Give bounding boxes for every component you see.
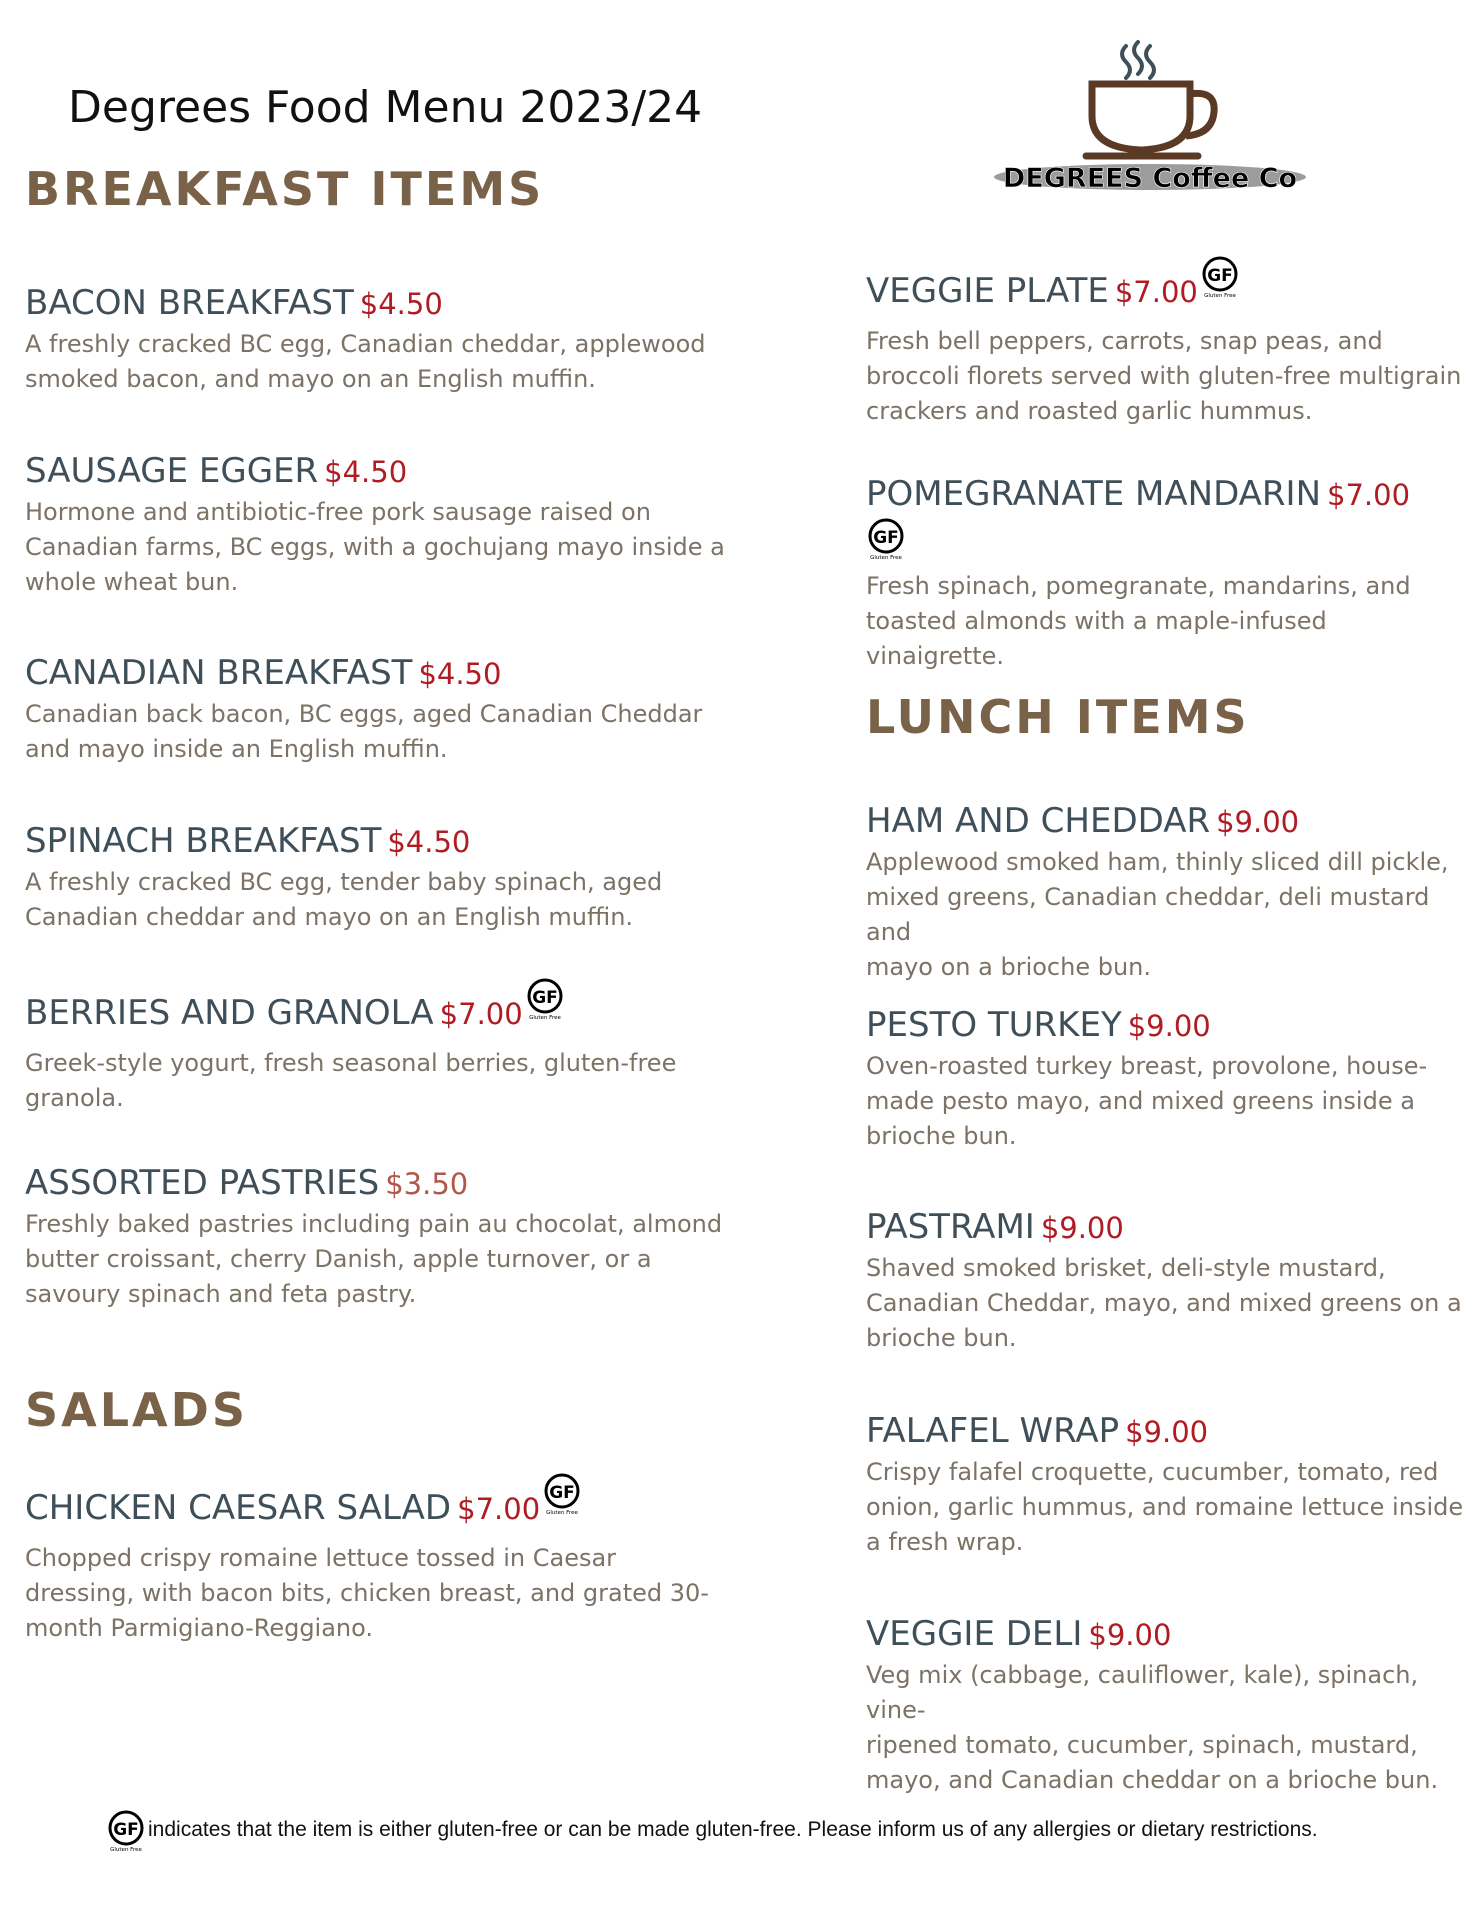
menu-item-description — [866, 1049, 1427, 1154]
menu-item-name: HAM AND CHEDDAR — [866, 801, 1211, 841]
description-line: whole wheat bun. — [25, 568, 239, 596]
menu-item-description — [25, 1541, 709, 1646]
description-line: onion, garlic hummus, and romaine lettuce inside — [866, 1493, 1464, 1521]
menu-item-name: BACON BREAKFAST — [25, 283, 354, 323]
footnote-text: indicates that the item is either gluten-free or can be made gluten-free. Please inform us of any allergies or dietary restrictions. — [148, 1818, 1318, 1841]
description-line: savoury spinach and feta pastry. — [25, 1280, 417, 1308]
menu-item — [25, 1483, 709, 1646]
description-line: Fresh bell peppers, carrots, snap peas, and — [866, 327, 1383, 355]
menu-item-price: $4.50 — [324, 455, 408, 489]
description-line: Canadian cheddar and mayo on an English muffin. — [25, 903, 634, 931]
menu-item — [25, 652, 702, 767]
page-title: Degrees Food Menu 2023/24 — [68, 82, 703, 133]
menu-item-description — [866, 1658, 1466, 1798]
menu-item-description — [866, 569, 1466, 674]
menu-item-name: POMEGRANATE MANDARIN — [866, 474, 1321, 514]
description-line: Fresh spinach, pomegranate, mandarins, and — [866, 572, 1411, 600]
description-line: Shaved smoked brisket, deli-style mustard, — [866, 1254, 1386, 1282]
coffee-cup-icon — [1086, 42, 1214, 156]
description-line: mayo on a brioche bun. — [866, 953, 1151, 981]
description-line: Freshly baked pastries including pain au chocolat, almond — [25, 1210, 723, 1238]
menu-item-heading — [25, 988, 676, 1044]
svg-text:GF: GF — [549, 1483, 575, 1503]
description-line: broccoli florets served with gluten-free multigrain — [866, 362, 1462, 390]
menu-item-heading — [25, 820, 662, 863]
menu-item — [25, 1162, 722, 1312]
gf-icon — [542, 1473, 582, 1525]
menu-item-heading — [866, 800, 1466, 843]
description-line: Veg mix (cabbage, cauliflower, kale), spinach, vine- — [866, 1661, 1419, 1724]
menu-item-name: PESTO TURKEY — [866, 1005, 1122, 1045]
description-line: mixed greens, Canadian cheddar, deli mustard and — [866, 883, 1430, 946]
gf-icon — [1200, 256, 1240, 308]
description-line: made pesto mayo, and mixed greens inside a — [866, 1087, 1415, 1115]
menu-item — [866, 1004, 1427, 1154]
menu-item-price: $7.00 — [439, 997, 523, 1031]
description-line: Canadian Cheddar, mayo, and mixed greens on a — [866, 1289, 1462, 1317]
menu-item — [866, 1613, 1466, 1798]
menu-item-name: CHICKEN CAESAR SALAD — [25, 1488, 452, 1528]
menu-item-heading — [866, 1410, 1463, 1453]
menu-item-price: $9.00 — [1040, 1211, 1124, 1245]
menu-item — [866, 473, 1466, 674]
menu-item-heading — [25, 1162, 722, 1205]
menu-item-heading — [25, 282, 706, 325]
description-line: A freshly cracked BC egg, tender baby spinach, aged — [25, 868, 663, 896]
menu-item-name: CANADIAN BREAKFAST — [25, 653, 413, 693]
menu-item-description — [25, 697, 702, 767]
menu-item-description — [866, 1455, 1463, 1560]
description-line: Oven-roasted turkey breast, provolone, house- — [866, 1052, 1428, 1080]
menu-item-price: $7.00 — [457, 1492, 541, 1526]
description-line: brioche bun. — [866, 1122, 1017, 1150]
description-line: Chopped crispy romaine lettuce tossed in Caesar — [25, 1544, 617, 1572]
menu-item-description — [25, 1207, 722, 1312]
menu-item-description — [25, 327, 706, 397]
section-heading-salads: SALADS — [25, 1383, 248, 1437]
svg-text:GF: GF — [531, 988, 558, 1008]
menu-item — [866, 1206, 1462, 1356]
menu-item-price: $3.50 — [385, 1167, 469, 1201]
menu-item-description — [866, 845, 1466, 985]
menu-item — [866, 1410, 1463, 1560]
menu-item-price: $7.00 — [1114, 275, 1198, 309]
description-line: Greek-style yogurt, fresh seasonal berries, gluten-free — [25, 1049, 677, 1077]
menu-item-price: $9.00 — [1127, 1009, 1211, 1043]
menu-item — [25, 988, 677, 1116]
description-line: Applewood smoked ham, thinly sliced dill pickle, — [866, 848, 1449, 876]
menu-item-name: PASTRAMI — [866, 1207, 1035, 1247]
gluten-free-footnote — [104, 1818, 1474, 1866]
menu-item-price: $4.50 — [359, 287, 443, 321]
logo-brand-text: DEGREES Coffee Co — [1002, 163, 1298, 194]
description-line: brioche bun. — [866, 1324, 1017, 1352]
menu-item-description — [866, 1251, 1462, 1356]
menu-item-description — [25, 1046, 676, 1116]
description-line: Canadian farms, BC eggs, with a gochujang mayo inside a — [25, 533, 725, 561]
menu-item — [866, 266, 1462, 429]
menu-item-heading — [866, 473, 1466, 516]
menu-item-name: VEGGIE DELI — [866, 1614, 1083, 1654]
svg-text:Gluten Free: Gluten Free — [870, 555, 902, 560]
svg-text:Gluten Free: Gluten Free — [1204, 293, 1236, 298]
menu-item-name: SPINACH BREAKFAST — [25, 821, 382, 861]
menu-item-price: $4.50 — [387, 825, 471, 859]
menu-item-heading — [866, 1206, 1462, 1249]
menu-item-heading — [866, 1613, 1466, 1656]
description-line: month Parmigiano-Reggiano. — [25, 1614, 374, 1642]
menu-item-description — [866, 324, 1461, 429]
menu-item-price: $9.00 — [1216, 805, 1300, 839]
menu-item-heading — [25, 450, 725, 493]
menu-item-price: $9.00 — [1088, 1618, 1172, 1652]
description-line: ripened tomato, cucumber, spinach, mustard, — [866, 1731, 1418, 1759]
description-line: dressing, with bacon bits, chicken breast, and grated 30- — [25, 1579, 709, 1607]
description-line: Hormone and antibiotic-free pork sausage raised on — [25, 498, 651, 526]
menu-item-heading — [25, 652, 702, 695]
menu-item-price: $4.50 — [418, 657, 502, 691]
description-line: a fresh wrap. — [866, 1528, 1024, 1556]
description-line: crackers and roasted garlic hummus. — [866, 397, 1313, 425]
description-line: granola. — [25, 1084, 124, 1112]
menu-item-price: $9.00 — [1125, 1415, 1209, 1449]
menu-item-name: FALAFEL WRAP — [866, 1411, 1120, 1451]
svg-text:GF: GF — [873, 528, 899, 548]
description-line: and mayo inside an English muffin. — [25, 735, 448, 763]
menu-item-name: VEGGIE PLATE — [866, 271, 1109, 311]
menu-item-description — [25, 495, 725, 600]
menu-item-heading — [866, 266, 1461, 322]
svg-text:Gluten Free: Gluten Free — [528, 1015, 561, 1020]
svg-text:GF: GF — [1207, 266, 1233, 286]
gf-icon — [525, 978, 565, 1030]
description-line: toasted almonds with a maple-infused vinaigrette. — [866, 607, 1327, 670]
gf-icon — [106, 1810, 146, 1858]
gf-icon — [866, 518, 1466, 565]
description-line: butter croissant, cherry Danish, apple turnover, or a — [25, 1245, 652, 1273]
menu-item-price: $7.00 — [1327, 478, 1411, 512]
description-line: Crispy falafel croquette, cucumber, tomato, red — [866, 1458, 1439, 1486]
menu-item — [25, 282, 706, 397]
description-line: A freshly cracked BC egg, Canadian cheddar, applewood — [25, 330, 706, 358]
menu-item-name: BERRIES AND GRANOLA — [25, 993, 434, 1033]
section-heading-breakfast: BREAKFAST ITEMS — [25, 162, 545, 216]
description-line: mayo, and Canadian cheddar on a brioche bun. — [866, 1766, 1439, 1794]
degrees-coffee-logo — [990, 38, 1310, 198]
description-line: smoked bacon, and mayo on an English muffin. — [25, 365, 596, 393]
svg-text:Gluten Free: Gluten Free — [546, 1510, 579, 1515]
menu-item-heading — [25, 1483, 709, 1539]
menu-item — [25, 820, 662, 935]
description-line: Canadian back bacon, BC eggs, aged Canadian Cheddar — [25, 700, 703, 728]
section-heading-lunch: LUNCH ITEMS — [866, 690, 1250, 744]
menu-item-name: SAUSAGE EGGER — [25, 451, 319, 491]
menu-item — [866, 800, 1466, 985]
svg-text:GF: GF — [113, 1820, 139, 1840]
svg-text:Gluten Free: Gluten Free — [110, 1847, 142, 1852]
menu-item-name: ASSORTED PASTRIES — [25, 1163, 380, 1203]
menu-item-description — [25, 865, 662, 935]
menu-item — [25, 450, 725, 600]
menu-item-heading — [866, 1004, 1427, 1047]
